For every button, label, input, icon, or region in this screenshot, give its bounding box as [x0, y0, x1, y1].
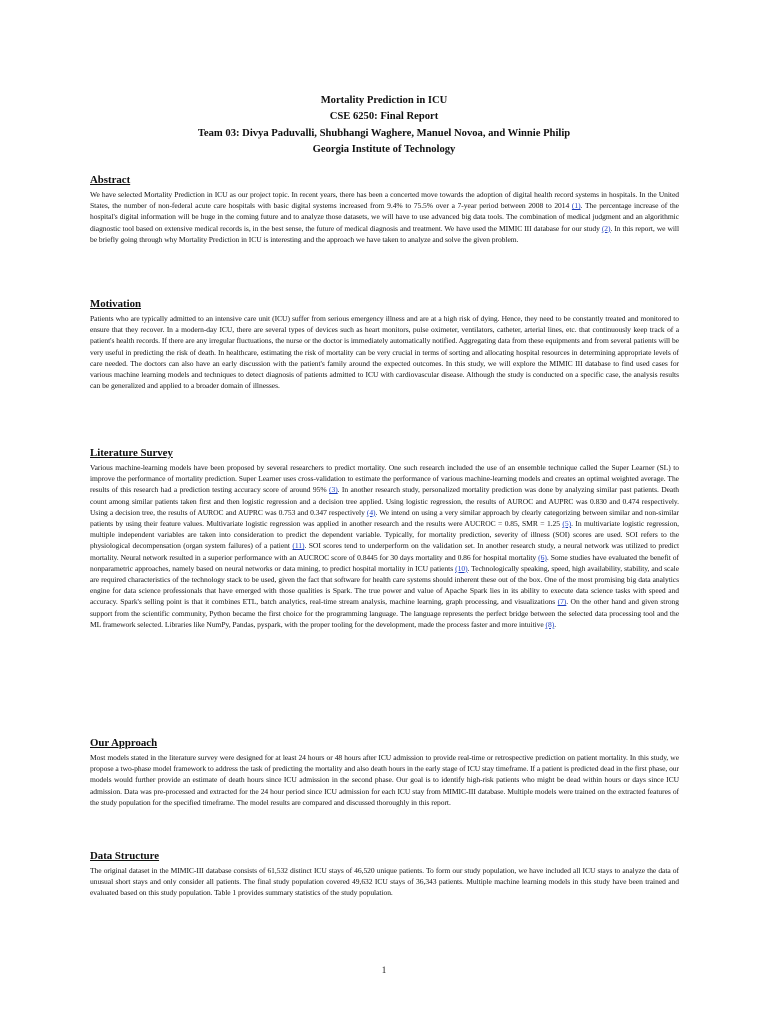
citation-link-7[interactable]: (7) [557, 597, 567, 607]
abstract-text-3: . In this report, we will be briefly going through why Mortality Prediction in ICU is interesting and the approach we have taken to analyze and solve the given problem. [90, 223, 679, 244]
literature-text-7: . Technologically speaking, speed, high availability, stability, and scale are required characteristics of the technology stack to be used, given the fact that software for health care systems should inherent these out of the box. One of the most promising big data analytics engine for data science professionals that have emerged with those qualities is Spark. The true power and value of Apache Spark lies in its ability to execute data science tasks with speed and accuracy. Spark's selling point is that it combines ETL, batch analytics, real-time stream analysis, machine learning, graph processing, and visualizations [90, 563, 679, 607]
abstract-paragraph [90, 189, 679, 245]
literature-text-3: . We intend on using a very similar approach by clearly categorizing between similar and non-similar patients by using their feature values. Multivariate logistic regression was applied in another research and the results were AUCROC = 0.85, SMR = 1.25 [90, 507, 679, 529]
literature-text-6: . Some studies have evaluated the benefit of nonparametric approaches, namely based on neural networks or data mining, to predict hospital mortality in ICU patients [90, 552, 679, 573]
literature-text-8: . On the other hand and given strong support from the scientific community, Python became the first choice for the programming language. The language represents the perfect bridge between the selected data processing tool and the ML framework selected. Libraries like NumPy, Pandas, pyspark, with the proper tooling for the development, made the process faster and more intuitive [90, 597, 679, 629]
literature-text-5: . SOI scores tend to underperform on the validation set. In another research study, a neural network was utilized to predict mortality. Neural network resulted in a superior performance with an AUCROC score of 0.8445 for 30 days mortality and 0.86 for hospital mortality [90, 541, 679, 562]
literature-paragraph [90, 462, 679, 630]
institution-line: Georgia Institute of Technology [312, 143, 456, 155]
citation-link-2[interactable]: (2) [601, 223, 611, 233]
citation-link-6[interactable]: (6) [538, 552, 547, 562]
paper-title: Mortality Prediction in ICU [320, 95, 448, 106]
authors-line: Team 03: Divya Paduvalli, Shubhangi Waghere, Manuel Novoa, and Winnie Philip [197, 127, 571, 139]
literature-text-2: . In another research study, personalized mortality prediction was done by analyzing similar past patients. Death count among similar patients taken first and then logistic regression and a decision tree applied. Using logistic regression, the results of AUROC and AUPRC was 0.830 and 0.474 respectively. Using a decision tree, the results of AUROC and AUPRC was 0.753 and 0.347 respectively [90, 485, 679, 517]
motivation-section [90, 297, 679, 391]
abstract-text-2: . The percentage increase of the hospital's digital information will be huge in the coming future and to analyze those datasets, we will have to use advanced big data tools. The combination of medical judgment and an algorithmic diagnostic tool based on extensive medical records is, in the best sense, the future of medical diagnosis and treatment. We have used the MIMIC III database for our study [90, 201, 679, 233]
literature-heading: Literature Survey [90, 447, 173, 459]
citation-link-10[interactable]: (10) [455, 563, 468, 573]
abstract-heading: Abstract [90, 174, 131, 186]
literature-text-9: . [554, 619, 557, 629]
motivation-heading: Motivation [90, 298, 141, 310]
data-structure-heading: Data Structure [90, 850, 160, 862]
data-structure-section [90, 849, 679, 899]
citation-link-4[interactable]: (4) [366, 507, 376, 517]
citation-link-3[interactable]: (3) [329, 485, 338, 495]
approach-section [90, 736, 679, 808]
literature-section [90, 446, 679, 630]
citation-link-11[interactable]: (11) [292, 541, 305, 551]
citation-link-1[interactable]: (1) [571, 201, 581, 211]
data-structure-paragraph: The original dataset in the MIMIC-III database consists of 61,532 distinct ICU stays of 46,520 unique patients. To form our study population, we have included all ICU stays to analyze the data of unusual short stays and only consider all patients. The final study population covered 49,632 ICU stays of 36,343 patients. Multiple machine learning models in this study have been trained and evaluated based on this study population. Table 1 provides summary statistics of the study population. [90, 866, 679, 898]
citation-link-8[interactable]: (8) [545, 619, 555, 629]
literature-text-1: Various machine-learning models have been proposed by several researchers to predict mortality. One such research included the use of an ensemble technique called the Super Learner (SL) to improve the performance of mortality prediction. Super Learner uses cross-validation to estimate the performance of various machine-learning models and creates an optimal weighted average. The results of this research had a prediction testing accuracy score of around 95% [90, 463, 679, 495]
title-block [90, 93, 678, 158]
page-number: 1 [381, 965, 387, 975]
motivation-paragraph: Patients who are typically admitted to an intensive care unit (ICU) suffer from serious emergency illness and are at a high risk of dying. Hence, they need to be constantly treated and monitored to ensure that they recover. In a modern-day ICU, there are several types of devices such as heart monitors, pulse oximeter, ventilators, catheter, arterial lines, etc. that continuously keep track of a patient's health records. If there are any irregular fluctuations, the nurse or the doctor is immediately automatically notified. Aggregating data from these equipments and from several patients will be very useful in predicting the risk of death. In healthcare, estimating the risk of mortality can be very crucial in terms of sorting and allocating hospital resources in determining appropriate levels of care needed. The doctors can also have an early discussion with the patient's family around the expected outcomes. In this study, we will explore the MIMIC III database to find used cases for various machine learning models and techniques to detect diagnosis of patients admitted to ICU with cardiovascular disease. Although the study is conducted on a specific case, the analysis results can be generalized and applied to a broader domain of illnesses. [90, 314, 679, 391]
approach-heading: Our Approach [90, 737, 158, 749]
approach-paragraph: Most models stated in the literature survey were designed for at least 24 hours or 48 hours after ICU admission to provide real-time or retrospective prediction on patient mortality. In this study, we propose a two-phase model framework to address the task of predicting the mortality and also death hours in the early stage of ICU stay timeframe. If a patient is predicted dead in the first phase, our models would further provide an estimate of death hours since ICU admission in the second phase. Our goal is to identify high-risk patients who might be dead within hours or days since ICU admission. Data was pre-processed and extracted for the 24 hour period since ICU admission for each ICU stay from MIMIC-III database. Multiple models were trained on the extracted features of the study population for the specified timeframe. The model results are compared and discussed thoroughly in this report. [90, 753, 679, 807]
course-line: CSE 6250: Final Report [329, 111, 439, 123]
citation-link-5[interactable]: (5) [562, 519, 572, 529]
literature-text-4: . In multivariate logistic regression, multiple independent variables are taken into consideration to predict the dependent variable. Typically, for mortality prediction, severity of illness (SOI) scores are used. SOI refers to the physiological decompensation (organ system failures) of a patient [90, 519, 679, 551]
abstract-text-1: We have selected Mortality Prediction in ICU as our project topic. In recent years, there has been a concerted move towards the adoption of digital health record systems in hospitals. In the United States, the number of non-federal acute care hospitals with basic digital systems increased from 9.4% to 75.5% over a 7-year period between 2008 to 2014 [90, 190, 679, 211]
abstract-section [90, 173, 679, 245]
